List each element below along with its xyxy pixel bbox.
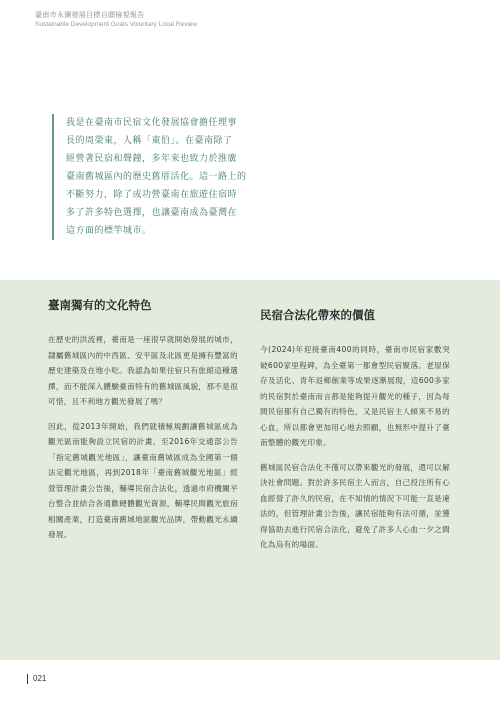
paragraph: 舊城區民宿合法化不僅可以帶來觀光的發展，還可以解決社會問題。對於許多民宿主人而言，自己投注所有心血經營了許久的民宿，在不知情的情況下可能一直是違法的，但管理計畫公告後，讓民宿能夠有法可循，並獲得協助去進行民宿合法化，避免了許多人心血一夕之間化為烏有的場面。 xyxy=(260,462,450,549)
page-header xyxy=(35,10,197,30)
pull-quote: 我是在臺南市民宿文化發展協會擔任理事 長的周榮東，人稱「東伯」。在臺南除了 經營著民宿和聲鐘，多年來也致力於推廣 臺南舊城區內的歷史舊厝活化。這一路上的 不斷努力，除了成功營臺南在旅遊住宿時 多了許多特色選擇，也讓臺南成為臺灣在 這方面的標竿城市。 xyxy=(52,114,284,240)
paragraph: 因此，從2013年開始，我們就積極規劃讓舊城區成為觀光區而能夠設立民宿的計畫，至2016年交通部公告「指定舊城觀光地區」，讓臺南舊城區成為全國第一個法定觀光地區，再到2018年「臺南舊城觀光地區」經營管理計畫公告後，輔導民宿合法化，透過市府機關平台整合並結合各通歡硬體觀光資源，輔導民間觀光旅宿相關產業，打造臺南舊城地區觀光品牌，帶動觀光永續發展。 xyxy=(48,421,238,539)
report-title-zh: 臺南市永續發展目標自願檢視報告 xyxy=(35,11,145,19)
page-number: 021 xyxy=(27,674,46,684)
right-column xyxy=(260,298,450,562)
left-column xyxy=(48,298,238,552)
paragraph: 今(2024)年迎接臺南400的同時，臺南市民宿家數突破600家里程碑，為全臺第一都會型民宿聚落。老屋保存及活化、青年返鄉創業等成果逐漸展現，這600多家的民宿對於臺南而言都是能夠提升觀光的種子，因為每間民宿都有自己獨有的特色，又是民宿主人傾來不易的心血，所以都會更加用心地去照顧，也無形中提升了臺南整體的觀光印象。 xyxy=(260,345,450,447)
section-heading-value: 民宿合法化帶來的價值 xyxy=(260,308,375,322)
paragraph: 在歷史的洪流裡，臺南是一座很早就開始發展的城市，隸屬舊城區內的中西區、安平區及北區更是擁有豐富的歷史建築及在地小吃。我認為如果住宿只有旅館這種選擇，而不能深入體驗臺南特有的舊城區風貌，那不是很可惜，且不利地方觀光發展了嗎？ xyxy=(48,335,238,406)
report-title-en: Sustainable Development Goals Voluntary Local Review xyxy=(35,21,198,28)
section-heading-culture: 臺南獨有的文化特色 xyxy=(48,298,152,312)
